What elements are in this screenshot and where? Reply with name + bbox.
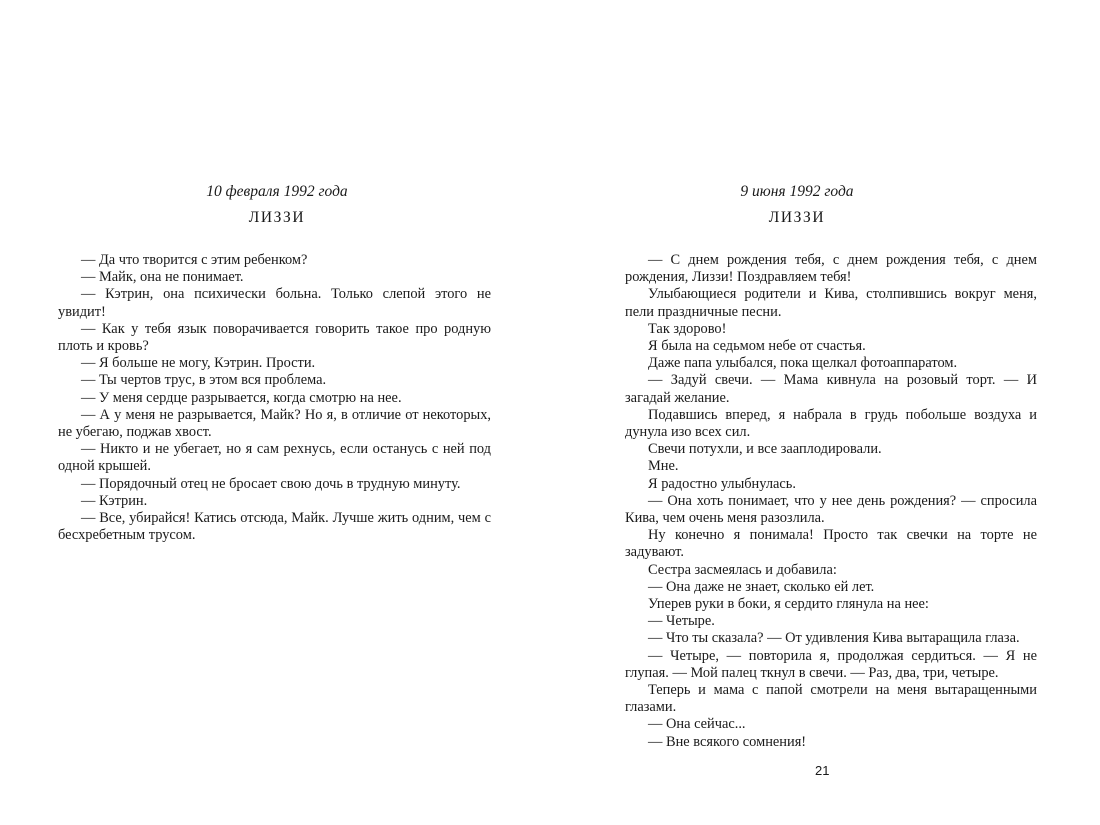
paragraph: Сестра засмеялась и добавила: <box>648 561 837 578</box>
paragraph: — Четыре. <box>648 613 715 630</box>
chapter-date: 9 июня 1992 года <box>740 183 854 200</box>
paragraph: — Она сейчас... <box>648 716 746 733</box>
chapter-title: ЛИЗЗИ <box>768 209 826 226</box>
paragraph: — Задуй свечи. — Мама кивнула на розовый торт. — И загадай желание. <box>625 372 1037 406</box>
paragraph: Мне. <box>648 458 679 475</box>
paragraph: — Что ты сказала? — От удивления Кива вытаращила глаза. <box>648 630 1020 647</box>
paragraph: — Я больше не могу, Кэтрин. Прости. <box>81 355 316 372</box>
body-text <box>58 252 491 544</box>
paragraph: Подавшись вперед, я набрала в грудь побольше воздуха и дунула изо всех сил. <box>625 406 1037 441</box>
chapter-title: ЛИЗЗИ <box>248 209 306 226</box>
paragraph: Уперев руки в боки, я сердито глянула на нее: <box>648 596 929 613</box>
right-page <box>550 0 1100 825</box>
paragraph: — Никто и не убегает, но я сам рехнусь, если останусь с ней под одной крышей. <box>58 441 491 475</box>
paragraph: — Майк, она не понимает. <box>81 269 244 286</box>
paragraph: Даже папа улыбался, пока щелкал фотоаппаратом. <box>648 355 958 372</box>
paragraph: — Кэтрин, она психически больна. Только слепой этого не увидит! <box>58 286 491 320</box>
paragraph: — С днем рождения тебя, с днем рождения тебя, с днем рождения, Лиззи! Поздравляем тебя! <box>625 252 1037 286</box>
body-text <box>625 252 1037 751</box>
paragraph: — Да что творится с этим ребенком? <box>81 252 308 268</box>
paragraph: Так здорово! <box>648 320 727 337</box>
paragraph: Улыбающиеся родители и Кива, столпившись вокруг меня, пели праздничные песни. <box>625 286 1037 320</box>
page-number: 21 <box>815 763 830 778</box>
paragraph: — Вне всякого сомнения! <box>648 733 807 750</box>
paragraph: Я была на седьмом небе от счастья. <box>648 338 866 355</box>
paragraph: Я радостно улыбнулась. <box>648 475 796 492</box>
paragraph: Ну конечно я понимала! Просто так свечки на торте не задувают. <box>625 527 1037 561</box>
paragraph: — Четыре, — повторила я, продолжая сердиться. — Я не глупая. — Мой палец ткнул в свечи. — Раз, два, три, четыре. <box>625 647 1037 681</box>
paragraph: — Она даже не знает, сколько ей лет. <box>648 578 875 595</box>
paragraph: — Она хоть понимает, что у нее день рождения? — спросила Кива, чем очень меня разозлила. <box>625 492 1037 527</box>
paragraph: — А у меня не разрывается, Майк? Но я, в отличие от некоторых, не убегаю, поджав хвост. <box>58 406 491 441</box>
paragraph: Теперь и мама с папой смотрели на меня вытаращенными глазами. <box>625 682 1037 716</box>
paragraph: — Порядочный отец не бросает свою дочь в трудную минуту. <box>81 475 461 492</box>
paragraph: — У меня сердце разрывается, когда смотрю на нее. <box>81 389 402 406</box>
paragraph: — Кэтрин. <box>81 492 148 509</box>
chapter-date: 10 февраля 1992 года <box>206 183 348 200</box>
paragraph: — Все, убирайся! Катись отсюда, Майк. Лучше жить одним, чем с бесхребетным трусом. <box>58 510 491 544</box>
paragraph: — Как у тебя язык поворачивается говорить такое про родную плоть и кровь? <box>58 320 491 355</box>
paragraph: — Ты чертов трус, в этом вся проблема. <box>81 372 327 389</box>
paragraph: Свечи потухли, и все зааплодировали. <box>648 441 882 458</box>
